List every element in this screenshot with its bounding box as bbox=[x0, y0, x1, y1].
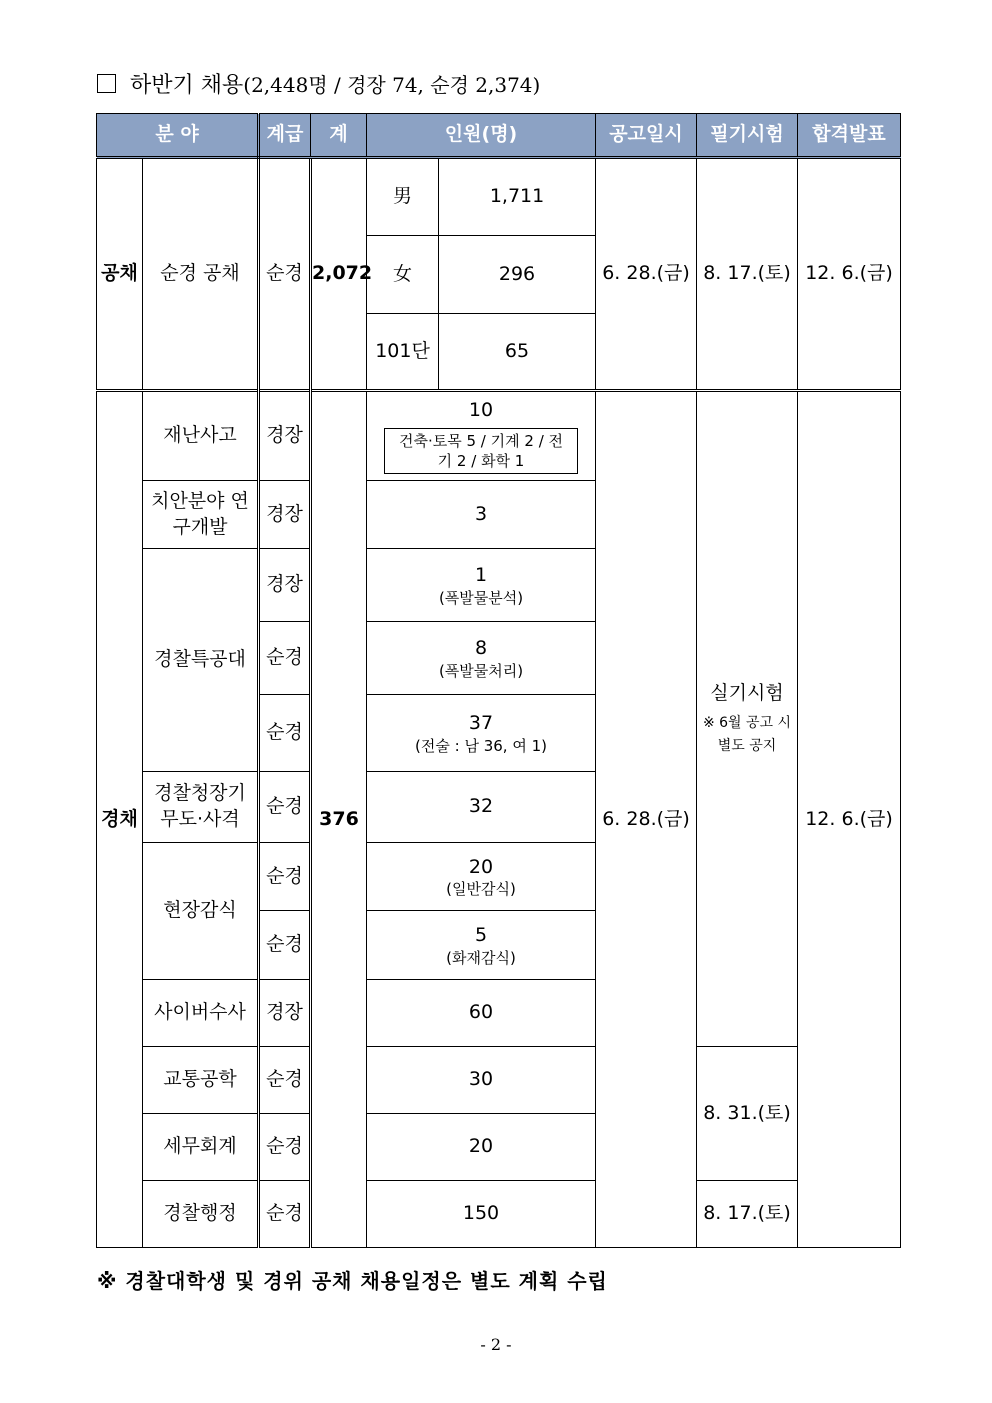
heading-subtitle: (2,448명 / 경장 74, 순경 2,374) bbox=[243, 73, 541, 97]
rank-cell: 순경 bbox=[259, 622, 311, 695]
category-gyeongchae: 경채 bbox=[97, 391, 143, 1248]
practical-note: ※ 6월 공고 시 별도 공지 bbox=[702, 715, 792, 754]
count-cell bbox=[367, 391, 596, 481]
rank-cell: 경장 bbox=[259, 980, 311, 1047]
table-row bbox=[97, 1047, 901, 1114]
category-gongchae: 공채 bbox=[97, 158, 143, 391]
rank-cell: 경장 bbox=[259, 549, 311, 622]
header-field: 분 야 bbox=[97, 114, 259, 158]
total-cell: 2,072 bbox=[311, 158, 367, 391]
count-value: 5 bbox=[474, 924, 488, 947]
rank-cell: 순경 bbox=[259, 772, 311, 843]
count-cell bbox=[367, 622, 596, 695]
count-cell: 60 bbox=[367, 980, 596, 1047]
count-value: 20 bbox=[468, 855, 494, 878]
header-announce: 공고일시 bbox=[596, 114, 697, 158]
rank-cell: 순경 bbox=[259, 911, 311, 980]
exam-cell: 8. 17.(토) bbox=[697, 1181, 798, 1248]
gender-label: 男 bbox=[367, 158, 439, 236]
count-cell bbox=[367, 695, 596, 772]
header-row bbox=[97, 114, 901, 158]
count-detail: (전술 : 남 36, 여 1) bbox=[415, 736, 547, 755]
count-value: 1 bbox=[474, 564, 488, 587]
result-cell: 12. 6.(금) bbox=[798, 158, 901, 391]
header-exam: 필기시험 bbox=[697, 114, 798, 158]
count-cell: 1,711 bbox=[439, 158, 596, 236]
gender-label: 女 bbox=[367, 236, 439, 314]
table-row bbox=[97, 391, 901, 481]
practical-exam: 실기시험 bbox=[710, 681, 784, 704]
checkbox-square-icon bbox=[97, 74, 116, 93]
header-count: 인원(명) bbox=[367, 114, 596, 158]
section-heading bbox=[97, 68, 540, 99]
table-row bbox=[97, 1181, 901, 1248]
rank-cell: 순경 bbox=[259, 1181, 311, 1248]
count-value: 37 bbox=[468, 712, 494, 735]
field-cell: 경찰청장기 무도·사격 bbox=[143, 772, 259, 843]
field-cell: 재난사고 bbox=[143, 391, 259, 481]
count-cell: 296 bbox=[439, 236, 596, 314]
rank-cell: 순경 bbox=[259, 1047, 311, 1114]
count-cell bbox=[367, 911, 596, 980]
rank-cell: 경장 bbox=[259, 391, 311, 481]
field-cell: 순경 공채 bbox=[143, 158, 259, 391]
result-cell: 12. 6.(금) bbox=[798, 391, 901, 1248]
heading-title: 하반기 채용 bbox=[130, 73, 244, 98]
header-rank: 계급 bbox=[259, 114, 311, 158]
count-detail: (폭발물분석) bbox=[438, 588, 524, 607]
field-cell: 현장감식 bbox=[143, 843, 259, 980]
rank-cell: 순경 bbox=[259, 695, 311, 772]
total-cell: 376 bbox=[311, 391, 367, 1248]
recruitment-table bbox=[96, 113, 901, 1248]
field-cell: 치안분야 연구개발 bbox=[143, 481, 259, 549]
announce-cell: 6. 28.(금) bbox=[596, 158, 697, 391]
count-cell bbox=[367, 549, 596, 622]
count-detail: (화재감식) bbox=[446, 948, 516, 967]
table-row bbox=[97, 158, 901, 236]
count-cell: 30 bbox=[367, 1047, 596, 1114]
count-detail: (폭발물처리) bbox=[438, 661, 524, 680]
field-cell: 세무회계 bbox=[143, 1114, 259, 1181]
count-cell: 32 bbox=[367, 772, 596, 843]
count-cell bbox=[367, 843, 596, 911]
count-cell: 20 bbox=[367, 1114, 596, 1181]
announce-cell: 6. 28.(금) bbox=[596, 391, 697, 1248]
field-cell: 경찰특공대 bbox=[143, 549, 259, 772]
header-result: 합격발표 bbox=[798, 114, 901, 158]
count-value: 8 bbox=[474, 637, 488, 660]
footnote: ※ 경찰대학생 및 경위 공채 채용일정은 별도 계획 수립 bbox=[97, 1269, 608, 1293]
gender-label: 101단 bbox=[367, 314, 439, 391]
count-cell: 3 bbox=[367, 481, 596, 549]
field-cell: 사이버수사 bbox=[143, 980, 259, 1047]
rank-cell: 순경 bbox=[259, 158, 311, 391]
rank-cell: 순경 bbox=[259, 843, 311, 911]
count-value: 10 bbox=[468, 398, 494, 421]
field-cell: 경찰행정 bbox=[143, 1181, 259, 1248]
count-detail: (일반감식) bbox=[446, 880, 516, 899]
rank-cell: 순경 bbox=[259, 1114, 311, 1181]
exam-cell: 8. 17.(토) bbox=[697, 158, 798, 391]
count-cell: 150 bbox=[367, 1181, 596, 1248]
count-detail-box: 건축·토목 5 / 기계 2 / 전기 2 / 화학 1 bbox=[384, 428, 578, 475]
header-total: 계 bbox=[311, 114, 367, 158]
field-cell: 교통공학 bbox=[143, 1047, 259, 1114]
page-number: - 2 - bbox=[480, 1335, 512, 1354]
exam-cell: 8. 31.(토) bbox=[697, 1047, 798, 1181]
count-cell: 65 bbox=[439, 314, 596, 391]
exam-cell bbox=[697, 391, 798, 1047]
rank-cell: 경장 bbox=[259, 481, 311, 549]
